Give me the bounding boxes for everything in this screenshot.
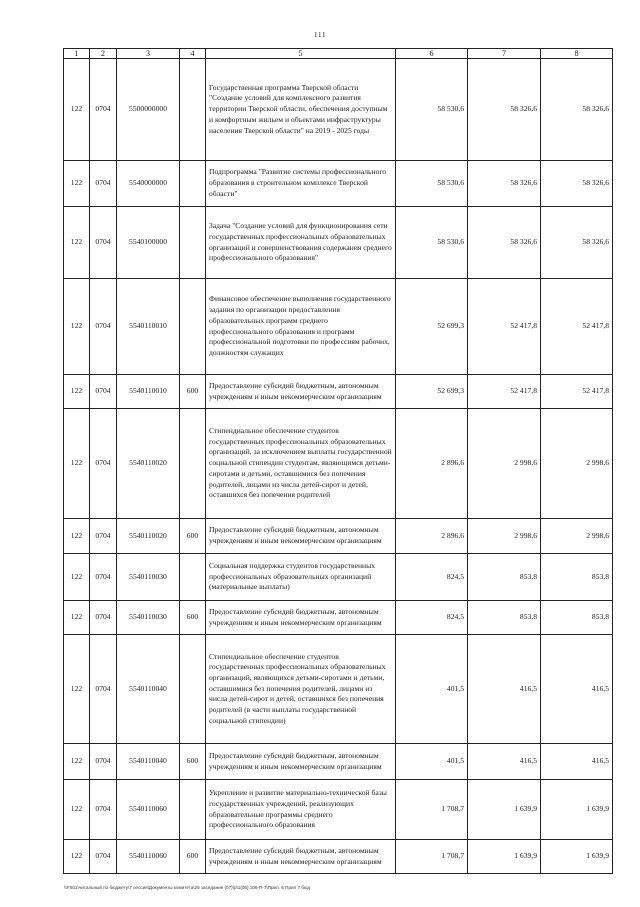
header-row [64, 49, 613, 59]
amount-col6-cell: 58 530,6 [396, 207, 468, 279]
table-row [64, 279, 613, 375]
section-code-cell: 0704 [90, 780, 117, 840]
amount-col8-cell: 52 417,8 [541, 279, 613, 375]
amount-col6-cell: 1 708,7 [396, 780, 468, 840]
amount-col6-cell: 824,5 [396, 554, 468, 601]
amount-col7-cell: 416,5 [468, 744, 541, 780]
header-col-3: 3 [117, 49, 180, 59]
section-code-cell: 0704 [90, 744, 117, 780]
table-row [64, 780, 613, 840]
section-code-cell: 0704 [90, 161, 117, 207]
expense-type-cell [180, 161, 206, 207]
amount-col8-cell: 416,5 [541, 744, 613, 780]
amount-col7-cell: 58 326,6 [468, 59, 541, 161]
amount-col7-cell: 1 639,9 [468, 780, 541, 840]
table-row [64, 554, 613, 601]
admin-code-cell: 122 [64, 207, 90, 279]
amount-col6-cell: 401,5 [396, 635, 468, 744]
amount-col8-cell: 1 639,9 [541, 780, 613, 840]
expense-type-cell: 600 [180, 375, 206, 409]
description-cell: Предоставление субсидий бюджетным, автономным учреждениям и иным некоммерческим организациям [206, 840, 396, 874]
amount-col6-cell: 52 699,3 [396, 279, 468, 375]
target-article-cell: 5540000000 [117, 161, 180, 207]
table-row [64, 375, 613, 409]
amount-col8-cell: 52 417,8 [541, 375, 613, 409]
section-code-cell: 0704 [90, 635, 117, 744]
amount-col8-cell: 1 639,9 [541, 840, 613, 874]
target-article-cell: 5540110040 [117, 635, 180, 744]
header-col-1: 1 [64, 49, 90, 59]
expense-type-cell [180, 59, 206, 161]
target-article-cell: 5540110030 [117, 601, 180, 635]
expense-type-cell: 600 [180, 840, 206, 874]
footer-file-path: \\FS01\читальный по бюджету\7 сессия\Документы комитета\28 заседание (07)\р\1(06) 106-П-7\Прил. 6 Прил 7 бюд [64, 885, 311, 890]
expense-type-cell [180, 279, 206, 375]
admin-code-cell: 122 [64, 744, 90, 780]
table-row [64, 207, 613, 279]
table-row [64, 161, 613, 207]
admin-code-cell: 122 [64, 409, 90, 519]
description-cell: Подпрограмма "Развитие системы профессионального образования в строительном комплексе Тверской области" [206, 161, 396, 207]
amount-col7-cell: 58 326,6 [468, 161, 541, 207]
description-cell: Предоставление субсидий бюджетным, автономным учреждениям и иным некоммерческим организациям [206, 519, 396, 554]
header-col-8: 8 [541, 49, 613, 59]
table-body [64, 59, 613, 874]
header-col-2: 2 [90, 49, 117, 59]
expense-type-cell [180, 207, 206, 279]
admin-code-cell: 122 [64, 59, 90, 161]
amount-col7-cell: 853,8 [468, 601, 541, 635]
amount-col7-cell: 416,5 [468, 635, 541, 744]
admin-code-cell: 122 [64, 554, 90, 601]
amount-col8-cell: 2 998,6 [541, 409, 613, 519]
amount-col6-cell: 52 699,3 [396, 375, 468, 409]
amount-col8-cell: 58 326,6 [541, 161, 613, 207]
page-number: 111 [313, 30, 327, 39]
amount-col7-cell: 58 326,6 [468, 207, 541, 279]
table-row [64, 519, 613, 554]
description-cell: Задача "Создание условий для функционирования сети государственных профессиональных образовательных организаций и совершенствования содержания среднего профессионального образования" [206, 207, 396, 279]
amount-col6-cell: 401,5 [396, 744, 468, 780]
section-code-cell: 0704 [90, 840, 117, 874]
description-cell: Государственная программа Тверской области "Создание условий для комплексного развития территории Тверской области, обеспечения доступным и комфортным жильем и объектами инфраструктуры населения Тверской области" на 2019 - 2025 годы [206, 59, 396, 161]
amount-col8-cell: 58 326,6 [541, 59, 613, 161]
expense-type-cell [180, 554, 206, 601]
admin-code-cell: 122 [64, 635, 90, 744]
target-article-cell: 5500000000 [117, 59, 180, 161]
amount-col6-cell: 2 896,6 [396, 519, 468, 554]
section-code-cell: 0704 [90, 409, 117, 519]
table-row [64, 840, 613, 874]
expense-type-cell [180, 780, 206, 840]
budget-table [63, 48, 613, 874]
amount-col6-cell: 824,5 [396, 601, 468, 635]
section-code-cell: 0704 [90, 279, 117, 375]
table-header [64, 49, 613, 59]
amount-col7-cell: 52 417,8 [468, 279, 541, 375]
target-article-cell: 5540110060 [117, 780, 180, 840]
amount-col7-cell: 853,8 [468, 554, 541, 601]
admin-code-cell: 122 [64, 375, 90, 409]
table-row [64, 744, 613, 780]
header-col-7: 7 [468, 49, 541, 59]
amount-col8-cell: 416,5 [541, 635, 613, 744]
amount-col6-cell: 2 896,6 [396, 409, 468, 519]
section-code-cell: 0704 [90, 601, 117, 635]
admin-code-cell: 122 [64, 519, 90, 554]
section-code-cell: 0704 [90, 59, 117, 161]
description-cell: Предоставление субсидий бюджетным, автономным учреждениям и иным некоммерческим организациям [206, 601, 396, 635]
admin-code-cell: 122 [64, 601, 90, 635]
description-cell: Предоставление субсидий бюджетным, автономным учреждениям и иным некоммерческим организациям [206, 375, 396, 409]
expense-type-cell: 600 [180, 601, 206, 635]
amount-col8-cell: 853,8 [541, 554, 613, 601]
section-code-cell: 0704 [90, 375, 117, 409]
table-row [64, 601, 613, 635]
amount-col6-cell: 58 530,6 [396, 59, 468, 161]
target-article-cell: 5540110010 [117, 279, 180, 375]
header-col-6: 6 [396, 49, 468, 59]
admin-code-cell: 122 [64, 161, 90, 207]
header-col-5: 5 [206, 49, 396, 59]
amount-col7-cell: 2 998,6 [468, 519, 541, 554]
amount-col7-cell: 1 639,9 [468, 840, 541, 874]
target-article-cell: 5540110030 [117, 554, 180, 601]
expense-type-cell [180, 409, 206, 519]
amount-col6-cell: 58 530,6 [396, 161, 468, 207]
header-col-4: 4 [180, 49, 206, 59]
target-article-cell: 5540110020 [117, 519, 180, 554]
amount-col8-cell: 2 998,6 [541, 519, 613, 554]
table-row [64, 635, 613, 744]
target-article-cell: 5540100000 [117, 207, 180, 279]
section-code-cell: 0704 [90, 519, 117, 554]
expense-type-cell: 600 [180, 744, 206, 780]
description-cell: Стипендиальное обеспечение студентов государственных профессиональных образовательных организаций, являющихся детьми-сиротами и детьми, оставшимися без попечения родителей, лицами из числа детей-сирот и детей, оставшихся без попечения родителей (в части выплаты государственной социальной стипендии) [206, 635, 396, 744]
target-article-cell: 5540110020 [117, 409, 180, 519]
description-cell: Предоставление субсидий бюджетным, автономным учреждениям и иным некоммерческим организациям [206, 744, 396, 780]
expense-type-cell: 600 [180, 519, 206, 554]
description-cell: Финансовое обеспечение выполнения государственного задания по организации предоставления образовательных программ среднего профессионального образования и программ профессиональной подготовки по профессиям рабочих, должностям служащих [206, 279, 396, 375]
target-article-cell: 5540110060 [117, 840, 180, 874]
table-row [64, 59, 613, 161]
amount-col8-cell: 58 326,6 [541, 207, 613, 279]
amount-col7-cell: 2 998,6 [468, 409, 541, 519]
description-cell: Стипендиальное обеспечение студентов государственных профессиональных образовательных организаций, за исключением выплаты государственной социальной стипендии студентам, являющимся детьми-сиротами и детьми, оставшимися без попечения родителей, лицами из числа детей-сирот и детей, оставшихся без попечения родителей [206, 409, 396, 519]
target-article-cell: 5540110040 [117, 744, 180, 780]
table-row [64, 409, 613, 519]
target-article-cell: 5540110010 [117, 375, 180, 409]
section-code-cell: 0704 [90, 207, 117, 279]
section-code-cell: 0704 [90, 554, 117, 601]
admin-code-cell: 122 [64, 780, 90, 840]
description-cell: Укрепление и развитие материально-технической базы государственных учреждений, реализующих образовательные программы среднего профессионального образования [206, 780, 396, 840]
amount-col8-cell: 853,8 [541, 601, 613, 635]
expense-type-cell [180, 635, 206, 744]
admin-code-cell: 122 [64, 279, 90, 375]
amount-col6-cell: 1 708,7 [396, 840, 468, 874]
description-cell: Социальная поддержка студентов государственных профессиональных образовательных организаций (материальные выплаты) [206, 554, 396, 601]
admin-code-cell: 122 [64, 840, 90, 874]
amount-col7-cell: 52 417,8 [468, 375, 541, 409]
